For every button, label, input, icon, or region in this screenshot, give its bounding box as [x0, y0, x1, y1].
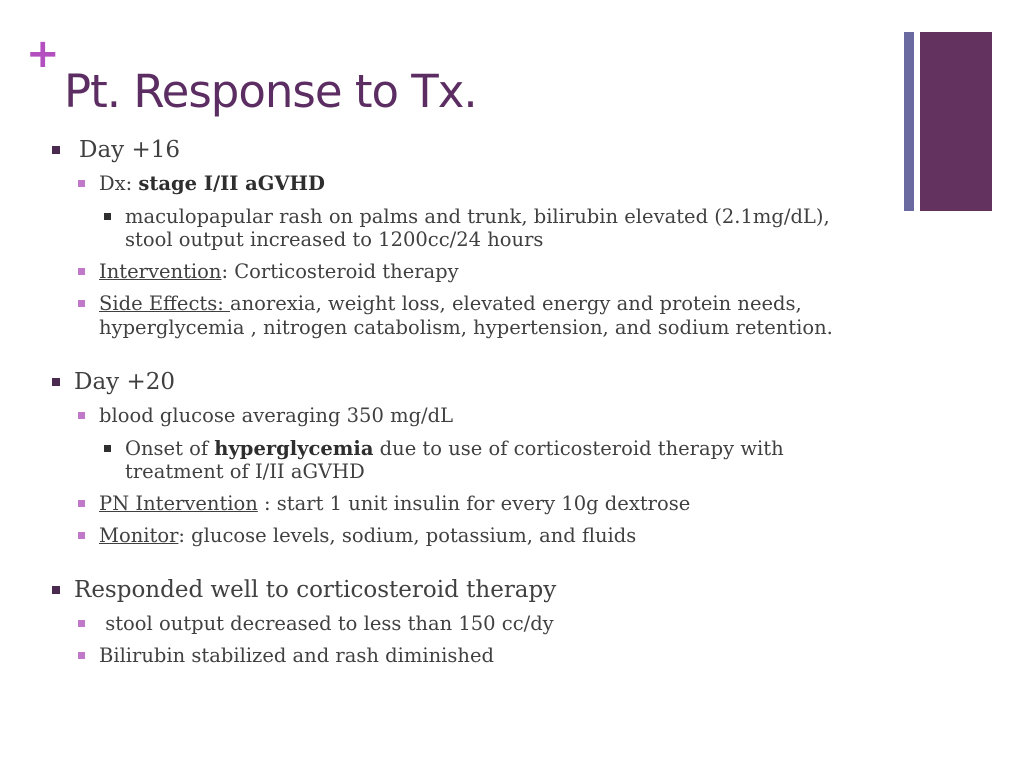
response-heading: Responded well to corticosteroid therapy	[74, 577, 557, 603]
monitor-text: : glucose levels, sodium, potassium, and fluids	[178, 524, 637, 547]
decorative-bar-thin	[904, 32, 914, 211]
onset-prefix: Onset of	[125, 437, 215, 460]
intervention-label: Intervention	[99, 260, 222, 283]
intervention-text: : Corticosteroid therapy	[221, 260, 459, 283]
dx-diagnosis: stage I/II aGVHD	[138, 172, 325, 195]
dx-detail-text: maculopapular rash on palms and trunk, bilirubin elevated (2.1mg/dL), stool output increased to 1200cc/24 hours	[125, 205, 830, 251]
onset-bold: hyperglycemia	[214, 437, 374, 460]
slide-title: Pt. Response to Tx.	[64, 65, 477, 118]
response-item: Bilirubin stabilized and rash diminished	[99, 644, 494, 667]
dx-prefix: Dx:	[99, 172, 139, 195]
bullet-pn-intervention	[48, 492, 868, 516]
decorative-bar-thick	[920, 32, 992, 211]
bullet-content	[48, 136, 868, 668]
plus-icon: +	[26, 31, 60, 77]
bullet-onset	[48, 437, 868, 483]
side-effects-label: Side Effects:	[99, 292, 230, 315]
day16-heading: Day +16	[79, 137, 180, 163]
pn-intervention-text: : start 1 unit insulin for every 10g dextrose	[257, 492, 691, 515]
response-item: stool output decreased to less than 150 cc/dy	[99, 612, 554, 635]
bullet-day20	[48, 368, 868, 396]
bullet-dx-detail	[48, 205, 868, 251]
monitor-label: Monitor	[99, 524, 179, 547]
bullet-response	[48, 576, 868, 604]
day20-heading: Day +20	[74, 369, 175, 395]
bullet-stool-output	[48, 612, 868, 636]
side-effects-text: anorexia, weight loss, elevated energy and protein needs, hyperglycemia , nitrogen catabolism, hypertension, and sodium retention.	[99, 292, 833, 339]
bullet-day16	[48, 136, 868, 164]
bullet-intervention	[48, 260, 868, 284]
pn-intervention-label: PN Intervention	[99, 492, 258, 515]
glucose-text: blood glucose averaging 350 mg/dL	[99, 404, 454, 427]
bullet-side-effects	[48, 292, 868, 340]
bullet-bilirubin	[48, 644, 868, 668]
onset-suffix: due to use of corticosteroid therapy with treatment of I/II aGVHD	[125, 437, 784, 483]
bullet-glucose	[48, 404, 868, 428]
bullet-monitor	[48, 524, 868, 548]
bullet-dx	[48, 172, 868, 196]
